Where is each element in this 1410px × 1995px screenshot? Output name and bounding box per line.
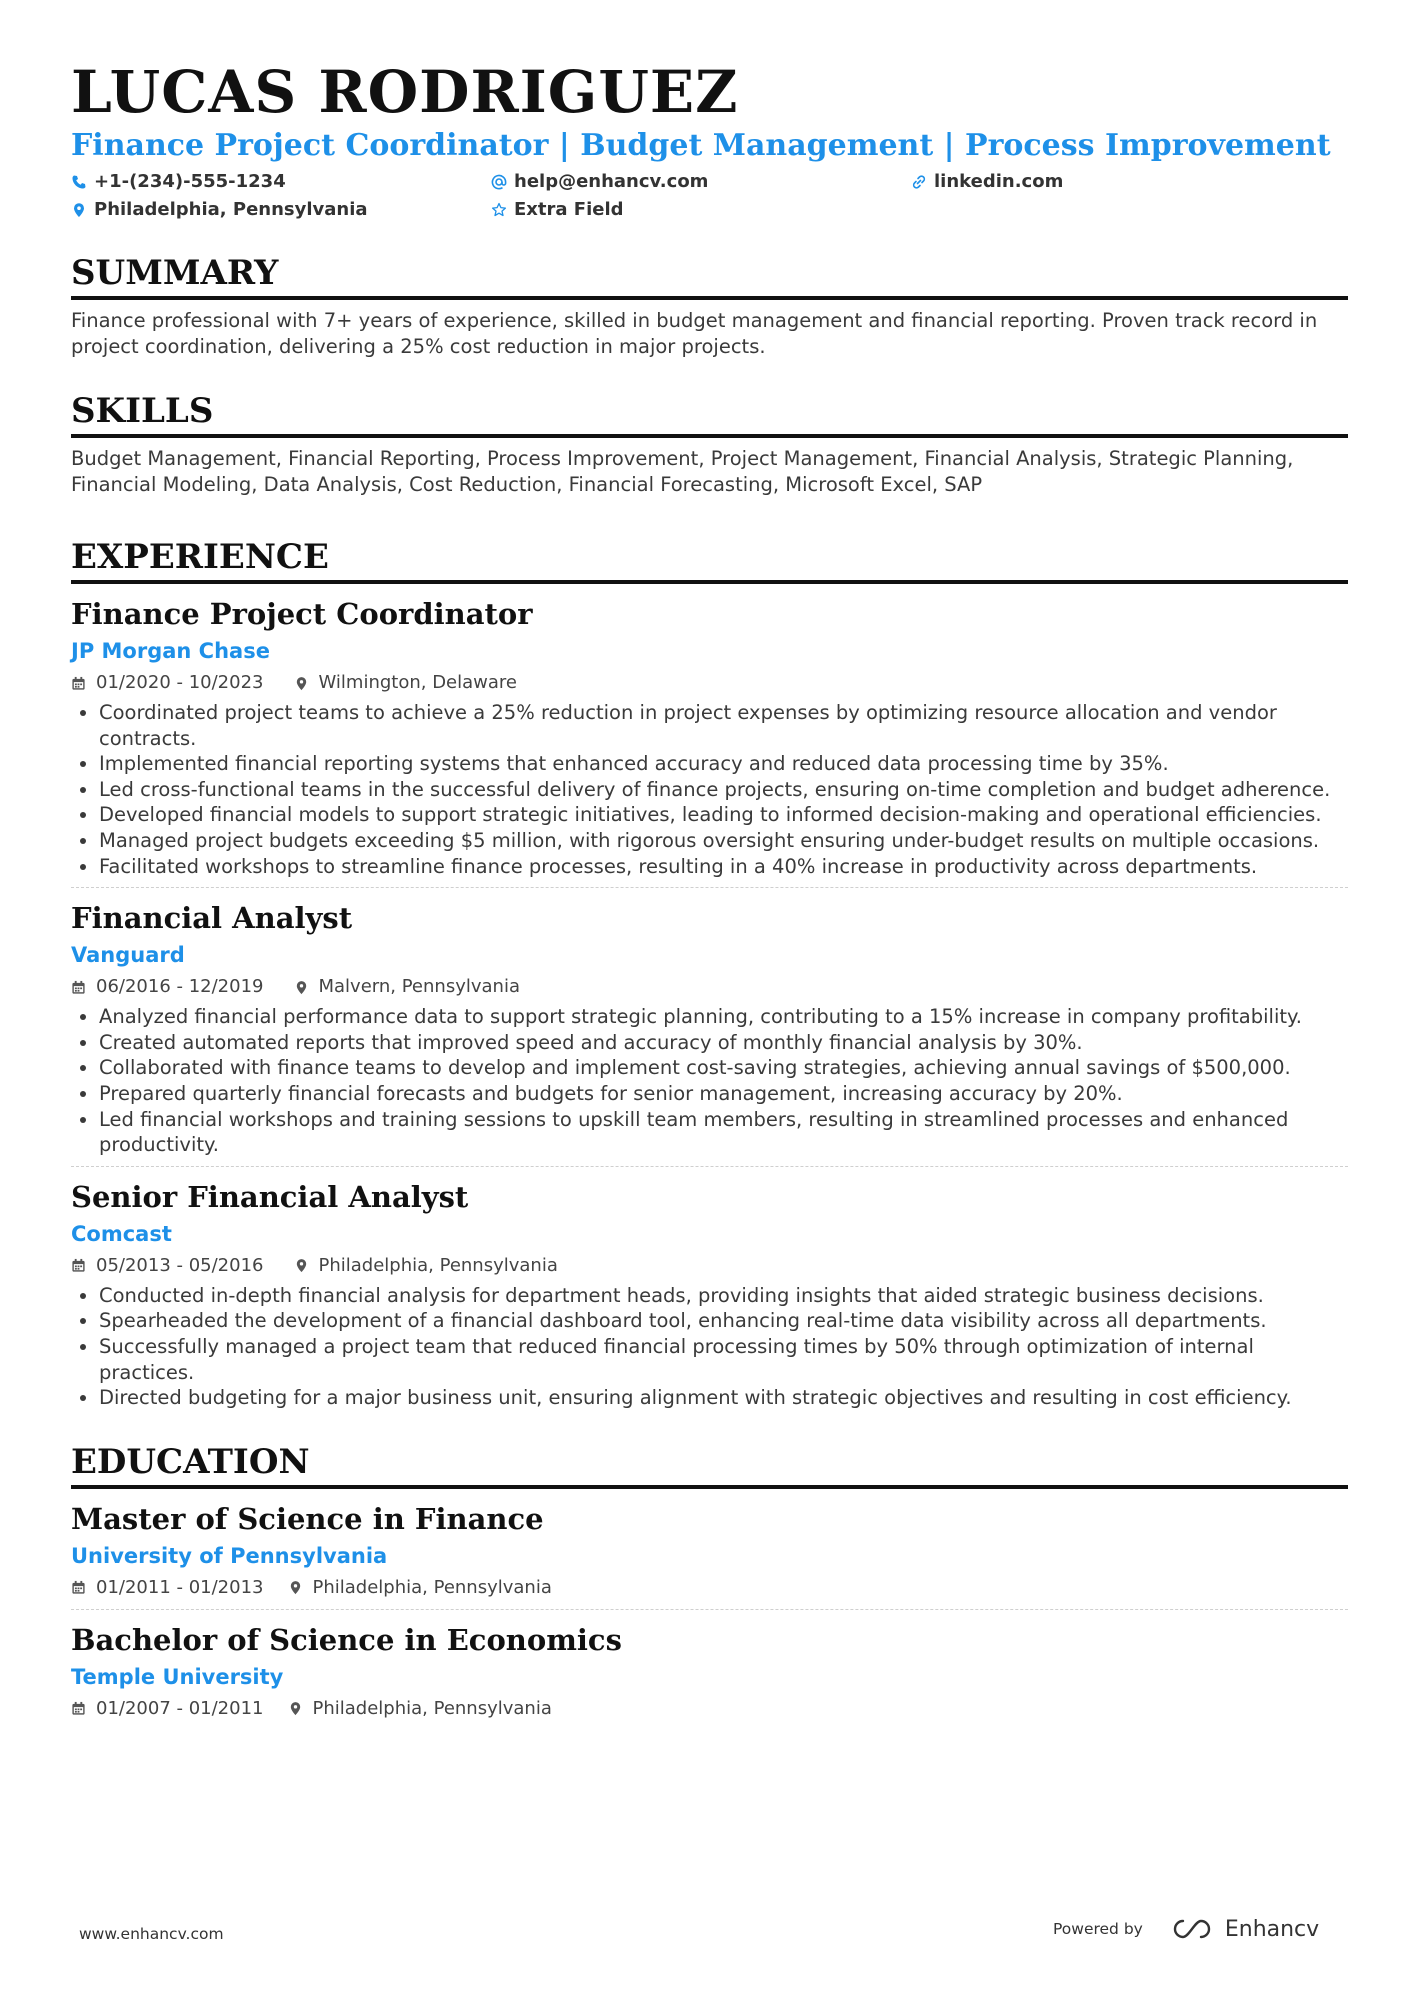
experience-entry <box>71 584 1348 888</box>
contact-phone <box>71 170 491 194</box>
skills-section <box>71 390 1348 498</box>
job-bullets <box>71 700 1348 879</box>
job-bullet: • Spearheaded the development of a financial dashboard tool, enhancing real-time data visibility across all departments. <box>99 1308 1348 1334</box>
job-bullet: • Analyzed financial performance data to support strategic planning, contributing to a 15% increase in company profitability. <box>99 1004 1348 1030</box>
map-pin-icon <box>288 1580 303 1595</box>
location-text: Philadelphia, Pennsylvania <box>94 199 368 220</box>
job-bullet: • Directed budgeting for a major business unit, ensuring alignment with strategic objectives and resulting in cost efficiency. <box>99 1385 1348 1411</box>
job-meta <box>71 974 1348 1000</box>
education-location <box>288 1575 552 1601</box>
experience-list <box>71 584 1348 1419</box>
map-pin-icon <box>294 676 309 691</box>
enhancv-logo-icon <box>1169 1916 1215 1942</box>
job-location-text: Philadelphia, Pennsylvania <box>318 1254 558 1276</box>
calendar-icon <box>71 1701 86 1716</box>
section-title-summary: SUMMARY <box>71 252 1348 300</box>
company-name: JP Morgan Chase <box>71 639 270 663</box>
linkedin-text[interactable]: linkedin.com <box>934 171 1064 192</box>
job-meta <box>71 670 1348 696</box>
education-meta <box>71 1575 1348 1601</box>
contact-extra <box>491 198 911 222</box>
job-title: Senior Financial Analyst <box>71 1179 469 1214</box>
education-location-text: Philadelphia, Pennsylvania <box>312 1697 552 1719</box>
job-bullets <box>71 1283 1348 1411</box>
job-dates: 01/2020 - 10/2023 <box>96 672 264 693</box>
job-bullet: • Developed financial models to support strategic initiatives, leading to informed decision-making and operational efficiencies. <box>99 802 1348 828</box>
job-location <box>294 1253 558 1279</box>
education-section <box>71 1441 1348 1730</box>
job-bullet: • Coordinated project teams to achieve a 25% reduction in project expenses by optimizing resource allocation and vendor contracts. <box>99 700 1348 751</box>
education-list <box>71 1489 1348 1730</box>
powered-by-label: Powered by <box>1053 1920 1143 1938</box>
experience-entry <box>71 1167 1348 1419</box>
education-location-text: Philadelphia, Pennsylvania <box>312 1576 552 1598</box>
job-location-text: Wilmington, Delaware <box>318 672 517 693</box>
candidate-name: LUCAS RODRIGUEZ <box>71 58 739 126</box>
experience-entry <box>71 888 1348 1167</box>
job-bullet: • Created automated reports that improved speed and accuracy of monthly financial analysis by 30%. <box>99 1030 1348 1056</box>
education-entry <box>71 1610 1348 1730</box>
star-icon <box>491 202 507 218</box>
company-name: Comcast <box>71 1221 172 1246</box>
section-title-experience: EXPERIENCE <box>71 536 1348 584</box>
education-dates: 01/2011 - 01/2013 <box>96 1576 264 1598</box>
map-pin-icon <box>288 1701 303 1716</box>
calendar-icon <box>71 1580 86 1595</box>
job-title: Financial Analyst <box>71 901 353 936</box>
job-location <box>294 670 518 696</box>
job-title: Finance Project Coordinator <box>71 597 533 631</box>
section-title-skills: SKILLS <box>71 390 1348 438</box>
job-bullet: • Led cross-functional teams in the successful delivery of finance projects, ensuring on-time completion and budget adherence. <box>99 777 1348 803</box>
skills-text: Budget Management, Financial Reporting, Process Improvement, Project Management, Financial Analysis, Strategic Planning, Financial Modeling, Data Analysis, Cost Reduction, Financial Forecasting, Microsoft Excel, SAP <box>71 447 1294 496</box>
job-location-text: Malvern, Pennsylvania <box>318 976 520 998</box>
footer-website[interactable]: www.enhancv.com <box>79 1925 224 1943</box>
education-dates: 01/2007 - 01/2011 <box>96 1697 264 1719</box>
resume-page <box>71 58 1348 1730</box>
job-bullets <box>71 1004 1348 1158</box>
link-icon <box>911 174 927 190</box>
job-dates: 06/2016 - 12/2019 <box>96 976 264 998</box>
job-dates: 05/2013 - 05/2016 <box>96 1254 264 1276</box>
at-icon <box>491 174 507 190</box>
calendar-icon <box>71 980 86 995</box>
calendar-icon <box>71 676 86 691</box>
brand-name: Enhancv <box>1224 1916 1320 1942</box>
job-location <box>294 974 520 1000</box>
degree-title: Master of Science in Finance <box>71 1501 544 1536</box>
email-text[interactable]: help@enhancv.com <box>514 171 709 192</box>
job-bullet: • Conducted in-depth financial analysis for department heads, providing insights that aided strategic business decisions. <box>99 1283 1348 1309</box>
contact-email[interactable] <box>491 170 911 194</box>
calendar-icon <box>71 1258 86 1273</box>
section-title-education: EDUCATION <box>71 1441 1348 1489</box>
brand-logo[interactable] <box>1169 1916 1319 1942</box>
summary-section <box>71 252 1348 360</box>
education-location <box>288 1696 552 1722</box>
contact-linkedin[interactable] <box>911 170 1331 194</box>
extra-field-text: Extra Field <box>514 199 624 220</box>
job-bullet: • Led financial workshops and training sessions to upskill team members, resulting in streamlined processes and enhanced productivity. <box>99 1107 1348 1158</box>
job-bullet: • Managed project budgets exceeding $5 million, with rigorous oversight ensuring under-budget results on multiple occasions. <box>99 828 1348 854</box>
company-name: Vanguard <box>71 943 185 968</box>
degree-title: Bachelor of Science in Economics <box>71 1622 622 1657</box>
job-bullet: • Implemented financial reporting systems that enhanced accuracy and reduced data processing time by 35%. <box>99 751 1348 777</box>
education-meta <box>71 1696 1348 1722</box>
contact-info <box>71 170 1348 222</box>
summary-text: Finance professional with 7+ years of experience, skilled in budget management and financial reporting. Proven track record in project coordination, delivering a 25% cost reduction in major projects. <box>71 309 1318 358</box>
map-pin-icon <box>294 980 309 995</box>
job-bullet: • Prepared quarterly financial forecasts and budgets for senior management, increasing accuracy by 20%. <box>99 1081 1348 1107</box>
job-bullet: • Collaborated with finance teams to develop and implement cost-saving strategies, achieving annual savings of $500,000. <box>99 1055 1348 1081</box>
contact-location <box>71 198 491 222</box>
job-bullet: • Successfully managed a project team that reduced financial processing times by 50% through optimization of internal practices. <box>99 1334 1348 1385</box>
map-pin-icon <box>294 1258 309 1273</box>
education-entry <box>71 1489 1348 1610</box>
map-pin-icon <box>71 202 87 218</box>
phone-icon <box>71 174 87 190</box>
footer-branding <box>1053 1916 1319 1942</box>
job-meta <box>71 1253 1348 1279</box>
school-name: Temple University <box>71 1664 284 1689</box>
headline: Finance Project Coordinator | Budget Management | Process Improvement <box>71 128 1331 163</box>
job-bullet: • Facilitated workshops to streamline finance processes, resulting in a 40% increase in productivity across departments. <box>99 854 1348 880</box>
school-name: University of Pennsylvania <box>71 1543 388 1568</box>
phone-text: +1-(234)-555-1234 <box>94 171 286 192</box>
experience-section <box>71 536 1348 1419</box>
